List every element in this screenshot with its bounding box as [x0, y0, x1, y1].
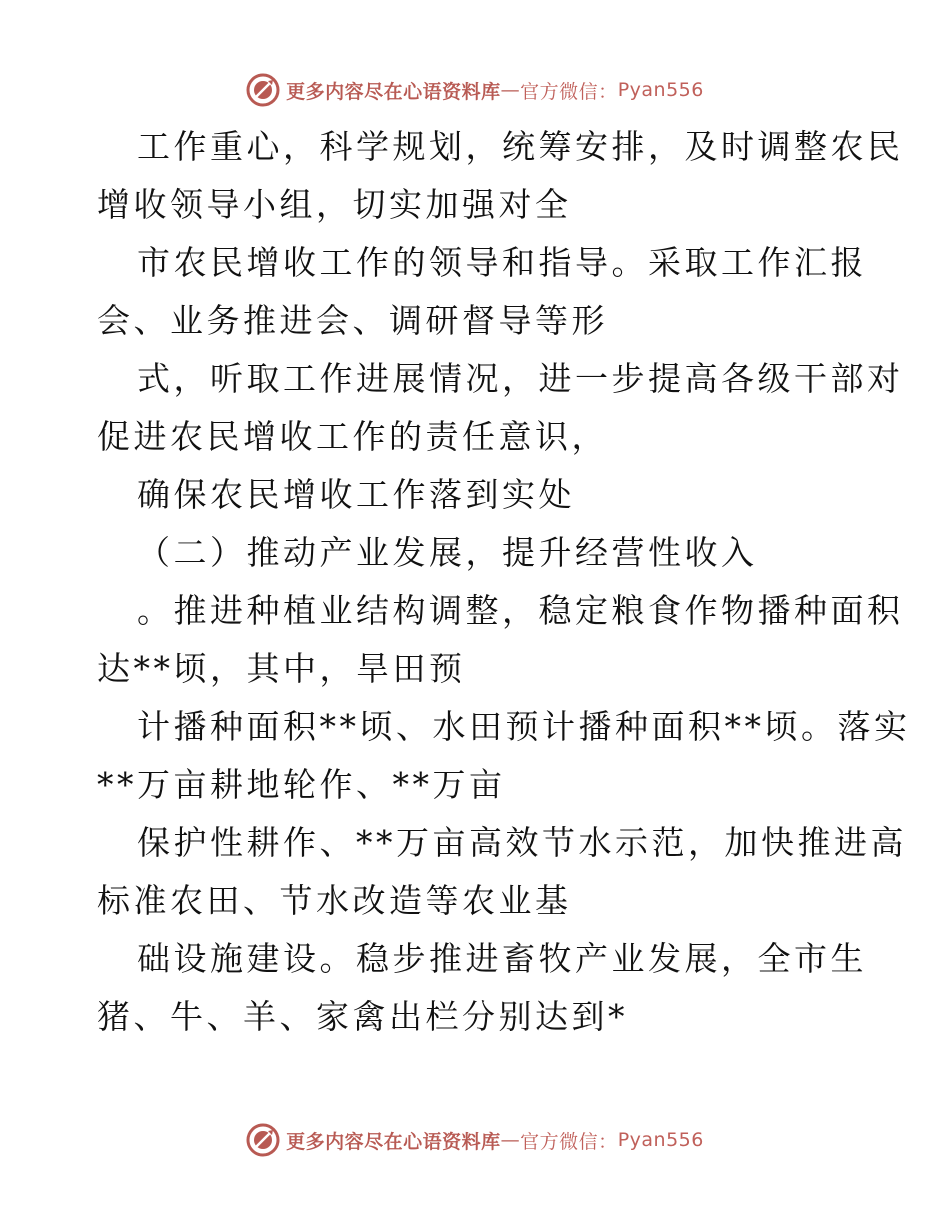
banner-title: 更多内容尽在心语资料库: [286, 80, 501, 103]
body-line: 市农民增收工作的领导和指导。采取工作汇报: [137, 243, 867, 282]
banner-title: 更多内容尽在心语资料库: [286, 1130, 501, 1153]
body-line: 保护性耕作、**万亩高效节水示范，加快推进高: [137, 823, 907, 862]
footer-banner: [0, 1120, 950, 1160]
body-line: **万亩耕地轮作、**万亩: [97, 765, 506, 804]
banner-wechat-id: Pyan556: [617, 79, 704, 101]
body-line: 计播种面积**顷、水田预计播种面积**顷。落实: [137, 707, 911, 746]
banner-wechat-id: Pyan556: [617, 1129, 704, 1151]
banner-separator: —: [500, 1129, 521, 1151]
body-line: 。推进种植业结构调整，稳定粮食作物播种面积: [137, 591, 904, 630]
section-heading: （二）推动产业发展，提升经营性收入: [137, 533, 758, 572]
pen-logo-icon: [246, 1123, 280, 1157]
body-line: 标准农田、节水改造等农业基: [97, 881, 572, 920]
banner-wechat-label: 官方微信：: [520, 1130, 618, 1153]
body-line: 增收领导小组，切实加强对全: [97, 185, 572, 224]
body-line: 础设施建设。稳步推进畜牧产业发展，全市生: [137, 939, 867, 978]
header-banner: [0, 70, 950, 110]
body-line: 工作重心，科学规划，统筹安排，及时调整农民: [137, 127, 904, 166]
body-line: 式，听取工作进展情况，进一步提高各级干部对: [137, 359, 904, 398]
body-line: 猪、牛、羊、家禽出栏分别达到*: [97, 997, 628, 1036]
pen-logo-icon: [246, 73, 280, 107]
body-line: 达**顷，其中，旱田预: [97, 649, 466, 688]
body-line: 确保农民增收工作落到实处: [137, 475, 575, 514]
body-line: 会、业务推进会、调研督导等形: [97, 301, 608, 340]
banner-wechat-label: 官方微信：: [520, 80, 618, 103]
body-line: 促进农民增收工作的责任意识，: [97, 417, 608, 456]
banner-separator: —: [500, 79, 521, 101]
